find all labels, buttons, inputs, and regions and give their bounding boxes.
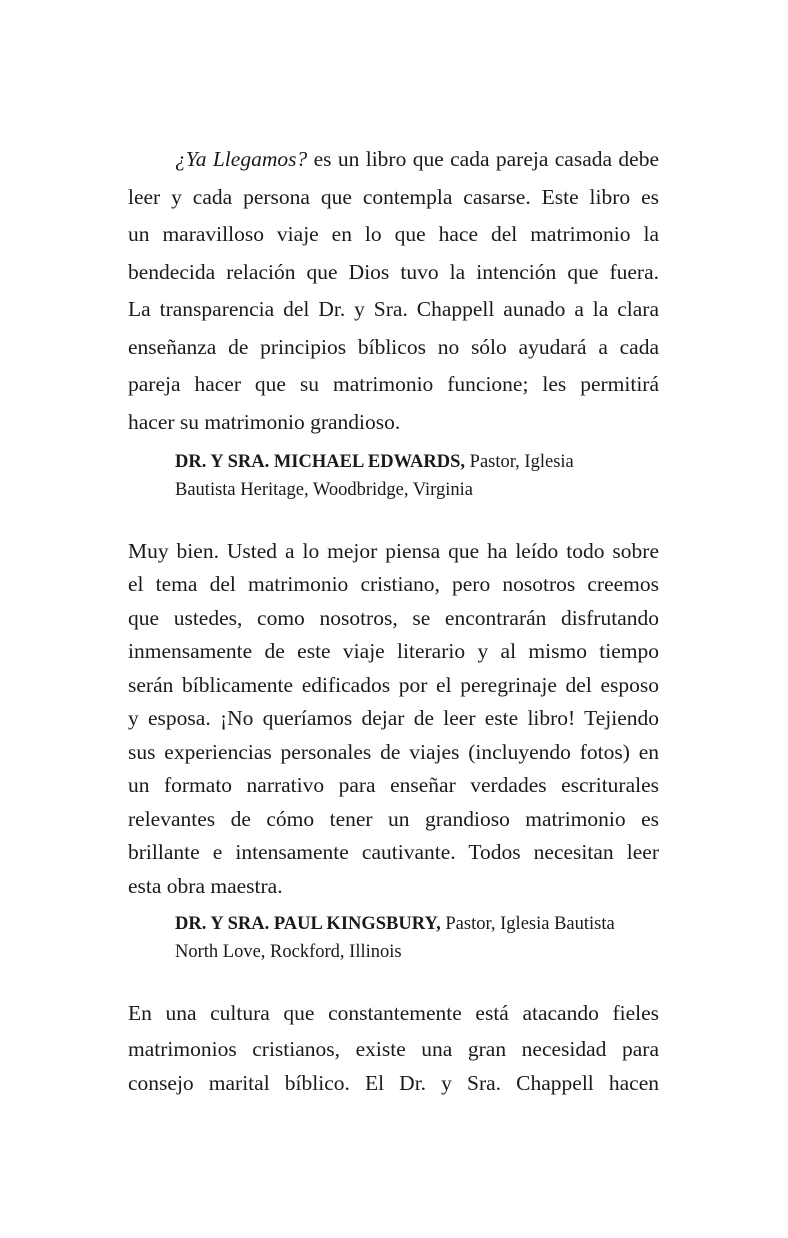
paragraph-line: sus experiencias personales de viajes (incluyendo fotos) en	[128, 740, 659, 764]
endorser-affiliation: North Love, Rockford, Illinois	[175, 942, 402, 962]
paragraph-line: consejo marital bíblico. El Dr. y Sra. Chappell hacen	[128, 1071, 659, 1095]
paragraph-line: En una cultura que constantemente está atacando fieles	[128, 1001, 659, 1025]
paragraph-line: esta obra maestra.	[128, 874, 283, 898]
paragraph-line: un formato narrativo para enseñar verdades escriturales	[128, 773, 659, 797]
paragraph-line: y esposa. ¡No queríamos dejar de leer este libro! Tejiendo	[128, 706, 659, 730]
book-title: ¿Ya Llegamos?	[175, 147, 308, 171]
paragraph-line: hacer su matrimonio grandioso.	[128, 410, 401, 434]
paragraph-line: brillante e intensamente cautivante. Todos necesitan leer	[128, 840, 659, 864]
paragraph-line: relevantes de cómo tener un grandioso matrimonio es	[128, 807, 659, 831]
paragraph-line: La transparencia del Dr. y Sra. Chappell aunado a la clara	[128, 297, 659, 321]
paragraph-line: leer y cada persona que contempla casarse. Este libro es	[128, 185, 659, 209]
endorser-name: DR. Y SRA. PAUL KINGSBURY,	[175, 914, 441, 934]
endorser-name: DR. Y SRA. MICHAEL EDWARDS,	[175, 452, 466, 472]
paragraph-line: un maravilloso viaje en lo que hace del matrimonio la	[128, 222, 659, 246]
paragraph-line: que ustedes, como nosotros, se encontrarán disfrutando	[128, 606, 659, 630]
paragraph-line: bendecida relación que Dios tuvo la intención que fuera.	[128, 260, 659, 284]
endorser-signature: DR. Y SRA. MICHAEL EDWARDS, Pastor, Iglesia	[175, 452, 574, 472]
paragraph-line: el tema del matrimonio cristiano, pero nosotros creemos	[128, 572, 659, 596]
endorser-affiliation: Bautista Heritage, Woodbridge, Virginia	[175, 480, 473, 500]
paragraph-line: ¿Ya Llegamos? es un libro que cada pareja casada debe	[175, 147, 659, 171]
endorser-signature: DR. Y SRA. PAUL KINGSBURY, Pastor, Iglesia Bautista	[175, 914, 615, 934]
paragraph-line: matrimonios cristianos, existe una gran necesidad para	[128, 1037, 659, 1061]
paragraph-line: pareja hacer que su matrimonio funcione; les permitirá	[128, 372, 659, 396]
paragraph-line: enseñanza de principios bíblicos no sólo ayudará a cada	[128, 335, 659, 359]
paragraph-line: serán bíblicamente edificados por el peregrinaje del esposo	[128, 673, 659, 697]
paragraph-line: Muy bien. Usted a lo mejor piensa que ha leído todo sobre	[128, 539, 659, 563]
paragraph-line: inmensamente de este viaje literario y al mismo tiempo	[128, 639, 659, 663]
